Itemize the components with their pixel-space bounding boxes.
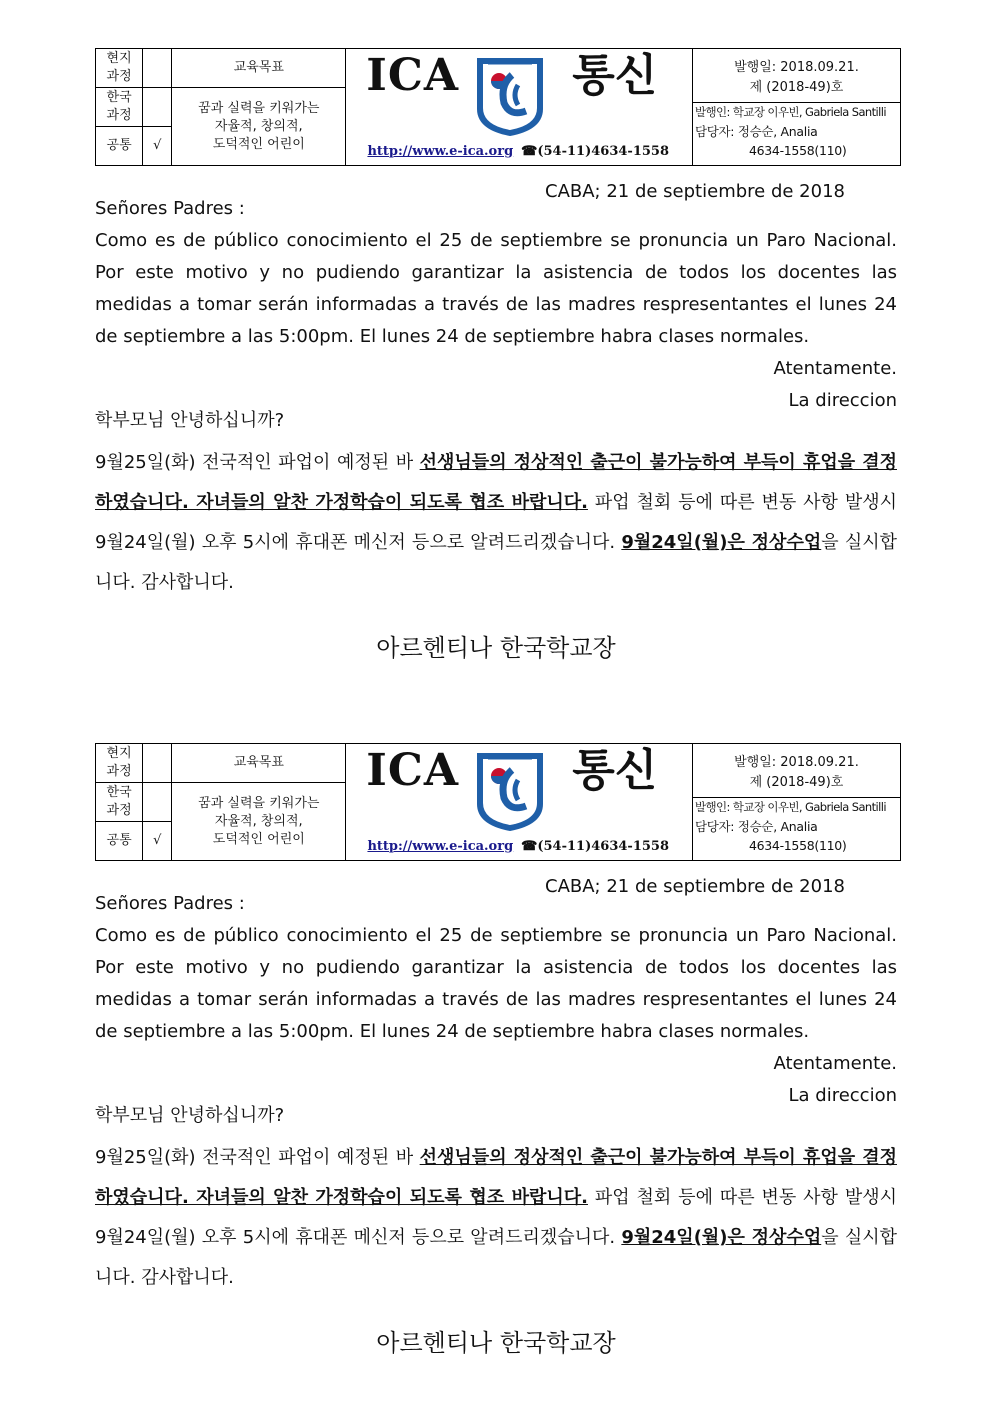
body-ko-emphasis2: 9월24일(월)은 정상수업: [621, 532, 822, 553]
letter-date: CABA; 21 de septiembre de 2018: [545, 876, 845, 897]
greeting-es: Señores Padres :: [95, 893, 245, 914]
course-common: 공통: [96, 127, 143, 166]
publisher: 발행인: 학교장 이우빈, Gabriela Santilli: [694, 105, 886, 119]
issue-meta-cell: [692, 744, 900, 861]
checkmark-icon: √: [143, 127, 172, 166]
signature: La direccion: [788, 1085, 897, 1106]
greeting-ko: 학부모님 안녕하십니까?: [95, 1105, 285, 1126]
body-es: Como es de público conocimiento el 25 de septiembre se pronuncia un Paro Nacional. Por este motivo y no pudiendo garantizar la asistencia de todos los docentes las medidas a tomar serán informadas a través de las madres respresentantes el lunes 24 de septiembre a las 5:00pm. El lunes 24 de septiembre habra clases normales.: [95, 230, 897, 347]
header-table: [95, 743, 901, 861]
course-local: 현지 과정: [96, 49, 143, 88]
body-ko-emphasis2: 9월24일(월)은 정상수업: [621, 1227, 822, 1248]
body-ko-part2: 파업 철회 등에 따른 변동 사항 발생시 9월24일(월) 오후 5시에 휴대폰 메신저 등으로 알려드리겠습니다.: [95, 1187, 897, 1248]
publisher: 발행인: 학교장 이우빈, Gabriela Santilli: [694, 800, 886, 814]
closing: Atentamente.: [773, 358, 897, 379]
body-ko-part3: 을 실시합니다. 감사합니다.: [95, 1227, 897, 1288]
school-signature: 아르헨티나 한국학교장: [376, 1329, 616, 1357]
issue-number: 제 (2018-49)호: [749, 775, 844, 790]
checkmark-icon: √: [143, 822, 172, 861]
body-ko-emphasis1: 선생님들의 정상적인 출근이 불가능하여 부득이 휴업을 결정하였습니다. 자녀들의 알찬 가정학습이 되도록 협조 바랍니다.: [95, 452, 897, 513]
notice-copy-2: [0, 695, 992, 1390]
course-common: 공통: [96, 822, 143, 861]
contact-phone: 4634-1558(110): [748, 143, 847, 158]
body-ko-part1: 9월25일(화) 전국적인 파업이 예정된 바: [95, 1147, 420, 1168]
goal-text: 꿈과 실력을 키워가는 자율적, 창의적, 도덕적인 어린이: [172, 88, 346, 166]
header-table: [95, 48, 901, 166]
contact-line: [346, 838, 690, 856]
body-ko-part2: 파업 철회 등에 따른 변동 사항 발생시 9월24일(월) 오후 5시에 휴대폰 메신저 등으로 알려드리겠습니다.: [95, 492, 897, 553]
brand-cell: [346, 49, 693, 166]
check-cell-empty: [143, 49, 172, 88]
goal-title: 교육목표: [172, 49, 346, 88]
issue-meta-cell: [692, 49, 900, 166]
issue-number: 제 (2018-49)호: [749, 80, 844, 95]
contact-person: 담당자: 정승순, Analia: [694, 124, 818, 139]
body-ko: [95, 1138, 897, 1298]
body-ko-part3: 을 실시합니다. 감사합니다.: [95, 532, 897, 593]
issue-date: 발행일: 2018.09.21.: [734, 60, 859, 75]
contact-person: 담당자: 정승순, Analia: [694, 819, 818, 834]
greeting-es: Señores Padres :: [95, 198, 245, 219]
check-cell-empty: [143, 88, 172, 127]
body-ko-emphasis1: 선생님들의 정상적인 출근이 불가능하여 부득이 휴업을 결정하였습니다. 자녀들의 알찬 가정학습이 되도록 협조 바랍니다.: [95, 1147, 897, 1208]
school-signature: 아르헨티나 한국학교장: [376, 634, 616, 662]
brand-ica: ICA: [366, 745, 459, 796]
contact-line: [346, 143, 690, 161]
goal-text: 꿈과 실력을 키워가는 자율적, 창의적, 도덕적인 어린이: [172, 783, 346, 861]
brand-tongsin: 통신: [572, 745, 658, 796]
body-ko-part1: 9월25일(화) 전국적인 파업이 예정된 바: [95, 452, 420, 473]
website-link[interactable]: http://www.e-ica.org: [367, 144, 514, 159]
greeting-ko: 학부모님 안녕하십니까?: [95, 410, 285, 431]
closing: Atentamente.: [773, 1053, 897, 1074]
brand-tongsin: 통신: [572, 50, 658, 101]
issue-date: 발행일: 2018.09.21.: [734, 755, 859, 770]
ica-logo-icon: [474, 750, 546, 832]
check-cell-empty: [143, 744, 172, 783]
ica-logo-icon: [474, 55, 546, 137]
course-local: 현지 과정: [96, 744, 143, 783]
brand-ica: ICA: [366, 50, 459, 101]
contact-phone: 4634-1558(110): [748, 838, 847, 853]
signature: La direccion: [788, 390, 897, 411]
body-ko: [95, 443, 897, 603]
phone-number: ☎(54-11)4634-1558: [521, 839, 670, 854]
brand-cell: [346, 744, 693, 861]
website-link[interactable]: http://www.e-ica.org: [367, 839, 514, 854]
goal-title: 교육목표: [172, 744, 346, 783]
letter-date: CABA; 21 de septiembre de 2018: [545, 181, 845, 202]
course-korean: 한국 과정: [96, 783, 143, 822]
check-cell-empty: [143, 783, 172, 822]
notice-copy-1: [0, 0, 992, 695]
body-es: Como es de público conocimiento el 25 de septiembre se pronuncia un Paro Nacional. Por este motivo y no pudiendo garantizar la asistencia de todos los docentes las medidas a tomar serán informadas a través de las madres respresentantes el lunes 24 de septiembre a las 5:00pm. El lunes 24 de septiembre habra clases normales.: [95, 925, 897, 1042]
phone-number: ☎(54-11)4634-1558: [521, 144, 670, 159]
course-korean: 한국 과정: [96, 88, 143, 127]
